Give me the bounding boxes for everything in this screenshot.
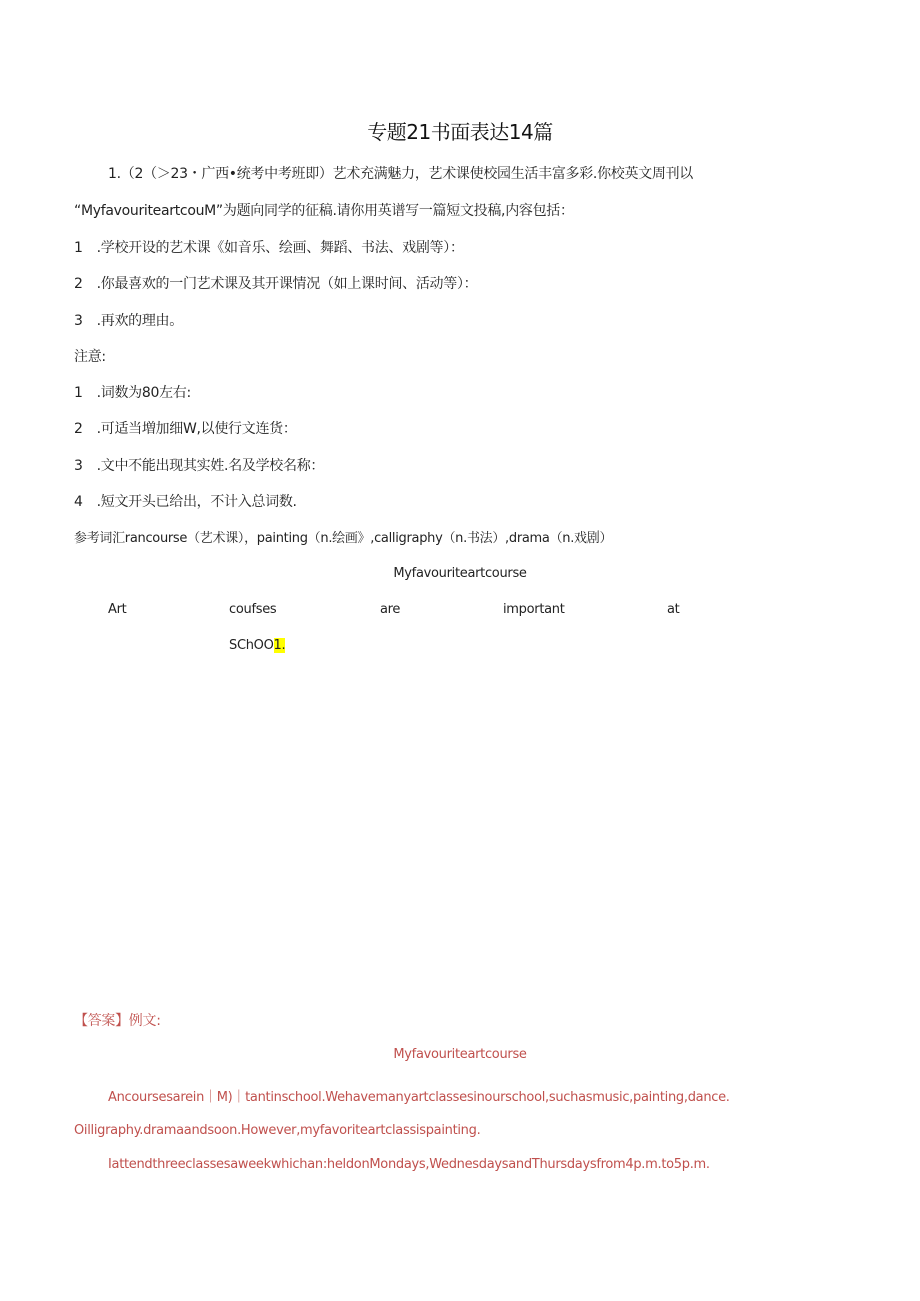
essay-word: Art [108, 602, 127, 617]
essay-start-line [229, 638, 285, 653]
item-number: 3 [74, 458, 83, 474]
note-item [74, 418, 297, 438]
item-number: 3 [74, 313, 83, 329]
item-number: 2 [74, 276, 83, 292]
item-number: 1 [74, 385, 83, 401]
answer-essay-title: Myfavouriteartcourse [393, 1047, 527, 1062]
item-text: .短文开头已给出，不计入总词数. [96, 494, 297, 510]
answer-line: Ancoursesarein｜M)｜tantinschool.Wehavemanyartclassesinourschool,suchasmusic,painting,dance. [108, 1090, 730, 1105]
item-number: 4 [74, 494, 83, 510]
page-title: 专题21书面表达14篇 [367, 120, 553, 144]
note-item [74, 382, 191, 402]
item-text: .你最喜欢的一门艺术课及其开课情况（如上课时间、活动等）： [96, 276, 478, 292]
answer-line: Oilligraphy.dramaandsoon.However,myfavoriteartclassispainting. [74, 1123, 481, 1138]
requirement-item [74, 237, 464, 257]
requirement-item [74, 310, 183, 330]
essay-word: at [667, 602, 680, 617]
reference-vocabulary: 参考词汇rancourse（艺术课），painting（n.绘画》,calligraphy（n.书法）,drama（n.戏剧） [74, 531, 613, 546]
question-intro: 1.（2（＞23・广西•统考中考班即）艺术充满魅力，艺术课使校园生活丰富多彩.你校英文周刊以 [108, 166, 693, 182]
item-text: .词数为80左右: [96, 385, 191, 401]
essay-word: are [380, 602, 401, 617]
note-label: 注意: [74, 349, 106, 365]
item-text: .再欢的理由。 [96, 313, 183, 329]
item-text: .学校开设的艺术课《如音乐、绘画、舞蹈、书法、戏剧等）： [96, 240, 464, 256]
note-item [74, 455, 324, 475]
essay-text: SChOO [229, 638, 274, 653]
answer-label: 【答案】例文: [74, 1013, 161, 1029]
item-text: .文中不能出现其实姓.名及学校名称： [96, 458, 325, 474]
item-text: .可适当増加细W,以使行文连货： [96, 421, 297, 437]
item-number: 1 [74, 240, 83, 256]
answer-line: Iattendthreeclassesaweekwhichan:heldonMondays,WednesdaysandThursdaysfrom4p.m.to5p.m. [108, 1157, 710, 1172]
item-number: 2 [74, 421, 83, 437]
highlighted-text: 1. [273, 638, 286, 653]
essay-word: coufses [229, 602, 277, 617]
requirement-item [74, 273, 477, 293]
note-item [74, 491, 297, 511]
essay-word: important [503, 602, 565, 617]
essay-title: Myfavouriteartcourse [393, 566, 527, 581]
question-intro-continued: “MyfavouriteartcouM”为题向同学的征稿.请你用英谱写一篇短文投稿,内容包括： [74, 203, 574, 219]
